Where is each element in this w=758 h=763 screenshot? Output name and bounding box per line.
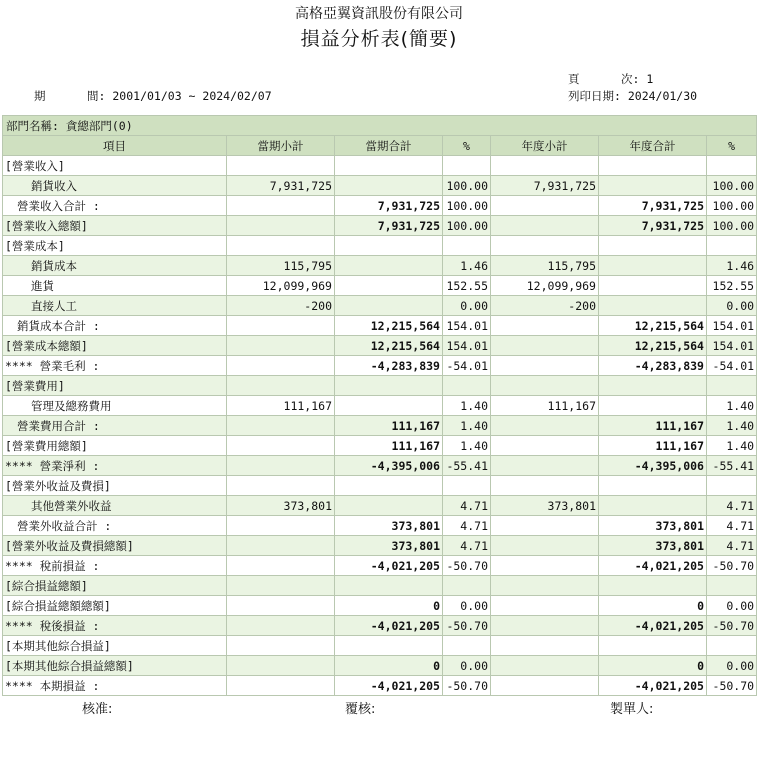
cell-period-percent: -50.70 [443, 556, 491, 576]
cell-period-subtotal [227, 216, 335, 236]
cell-year-total: 111,167 [599, 436, 707, 456]
row-item: **** 稅後損益 : [3, 616, 227, 636]
page-number: 頁 次: 1 [568, 72, 654, 86]
cell-year-total: 0 [599, 596, 707, 616]
cell-period-subtotal [227, 456, 335, 476]
cell-period-subtotal [227, 556, 335, 576]
cell-period-total: 111,167 [335, 436, 443, 456]
cell-period-total: 373,801 [335, 516, 443, 536]
cell-year-total: 373,801 [599, 536, 707, 556]
cell-period-percent [443, 636, 491, 656]
cell-period-subtotal [227, 156, 335, 176]
cell-period-total: -4,395,006 [335, 456, 443, 476]
col-header-year-percent: % [707, 136, 757, 156]
cell-year-percent: 152.55 [707, 276, 757, 296]
cell-period-total [335, 156, 443, 176]
cell-period-percent: 100.00 [443, 196, 491, 216]
cell-year-subtotal [491, 156, 599, 176]
department-name: 部門名稱: 貪總部門(0) [3, 116, 757, 136]
cell-period-percent: -54.01 [443, 356, 491, 376]
cell-period-total: 0 [335, 656, 443, 676]
cell-period-percent [443, 236, 491, 256]
cell-period-subtotal [227, 516, 335, 536]
cell-year-total: -4,283,839 [599, 356, 707, 376]
report-period: 期 間: 2001/01/03 ~ 2024/02/07 [34, 89, 272, 103]
cell-period-subtotal [227, 676, 335, 696]
cell-period-percent: 1.40 [443, 436, 491, 456]
cell-year-percent: 154.01 [707, 316, 757, 336]
cell-period-percent [443, 476, 491, 496]
cell-period-percent: 0.00 [443, 656, 491, 676]
cell-year-percent: -55.41 [707, 456, 757, 476]
cell-period-subtotal: 373,801 [227, 496, 335, 516]
cell-year-percent: 1.46 [707, 256, 757, 276]
cell-year-total [599, 256, 707, 276]
cell-year-total [599, 496, 707, 516]
cell-period-subtotal: 115,795 [227, 256, 335, 276]
cell-year-total [599, 236, 707, 256]
table-row [3, 156, 757, 176]
cell-year-percent [707, 156, 757, 176]
row-item: 進貨 [3, 276, 227, 296]
cell-period-percent: 1.46 [443, 256, 491, 276]
cell-year-total [599, 376, 707, 396]
cell-year-total [599, 176, 707, 196]
cell-period-subtotal [227, 436, 335, 456]
cell-period-subtotal [227, 236, 335, 256]
cell-year-percent: 100.00 [707, 176, 757, 196]
cell-period-subtotal [227, 616, 335, 636]
cell-period-percent [443, 576, 491, 596]
cell-year-subtotal [491, 216, 599, 236]
table-row [3, 436, 757, 456]
table-row [3, 176, 757, 196]
cell-period-subtotal [227, 336, 335, 356]
cell-year-subtotal [491, 356, 599, 376]
row-item: [營業成本總額] [3, 336, 227, 356]
cell-year-total: 373,801 [599, 516, 707, 536]
row-item: [綜合損益總額] [3, 576, 227, 596]
cell-year-subtotal [491, 236, 599, 256]
cell-period-total: 7,931,725 [335, 216, 443, 236]
cell-period-subtotal [227, 376, 335, 396]
cell-year-total: 7,931,725 [599, 196, 707, 216]
table-row [3, 236, 757, 256]
col-header-year-total: 年度合計 [599, 136, 707, 156]
row-item: **** 稅前損益 : [3, 556, 227, 576]
row-item: 管理及總務費用 [3, 396, 227, 416]
row-item: 營業收入合計 : [3, 196, 227, 216]
report-title: 損益分析表(簡要) [300, 28, 458, 50]
table-row [3, 456, 757, 476]
table-row [3, 496, 757, 516]
cell-period-percent: 4.71 [443, 496, 491, 516]
cell-year-percent: 1.40 [707, 416, 757, 436]
cell-year-percent: -50.70 [707, 556, 757, 576]
cell-year-total: -4,021,205 [599, 556, 707, 576]
cell-year-percent: 154.01 [707, 336, 757, 356]
row-item: [營業費用] [3, 376, 227, 396]
col-header-period-total: 當期合計 [335, 136, 443, 156]
cell-year-subtotal [491, 596, 599, 616]
cell-period-subtotal [227, 316, 335, 336]
table-row [3, 416, 757, 436]
cell-period-percent: 1.40 [443, 396, 491, 416]
table-row [3, 536, 757, 556]
cell-period-total: 111,167 [335, 416, 443, 436]
cell-year-subtotal [491, 336, 599, 356]
col-header-period-percent: % [443, 136, 491, 156]
cell-year-total: -4,021,205 [599, 616, 707, 636]
cell-period-total: 12,215,564 [335, 316, 443, 336]
row-item: **** 營業淨利 : [3, 456, 227, 476]
cell-year-subtotal [491, 376, 599, 396]
cell-year-subtotal [491, 636, 599, 656]
cell-period-total [335, 496, 443, 516]
table-row [3, 576, 757, 596]
table-row [3, 476, 757, 496]
cell-year-total: 111,167 [599, 416, 707, 436]
income-statement-table [2, 115, 757, 696]
cell-period-total: 0 [335, 596, 443, 616]
cell-period-percent: 0.00 [443, 296, 491, 316]
cell-period-subtotal: -200 [227, 296, 335, 316]
cell-period-percent: -50.70 [443, 616, 491, 636]
cell-year-percent: 100.00 [707, 216, 757, 236]
table-row [3, 336, 757, 356]
table-row [3, 556, 757, 576]
cell-year-total [599, 156, 707, 176]
cell-period-total [335, 636, 443, 656]
row-item: [本期其他綜合損益總額] [3, 656, 227, 676]
row-item: 直接人工 [3, 296, 227, 316]
table-row [3, 196, 757, 216]
table-row [3, 216, 757, 236]
cell-period-total [335, 476, 443, 496]
cell-year-subtotal: 7,931,725 [491, 176, 599, 196]
cell-year-percent [707, 236, 757, 256]
cell-period-subtotal [227, 416, 335, 436]
cell-year-subtotal [491, 556, 599, 576]
col-header-item: 項目 [3, 136, 227, 156]
table-row [3, 396, 757, 416]
cell-period-percent: -50.70 [443, 676, 491, 696]
cell-period-total [335, 376, 443, 396]
cell-period-percent: 154.01 [443, 336, 491, 356]
cell-period-subtotal [227, 656, 335, 676]
cell-period-subtotal [227, 576, 335, 596]
cell-year-subtotal [491, 536, 599, 556]
row-item: [營業收入總額] [3, 216, 227, 236]
row-item: 營業外收益合計 : [3, 516, 227, 536]
cell-year-percent [707, 576, 757, 596]
cell-period-percent: 100.00 [443, 216, 491, 236]
column-header-row [3, 136, 757, 156]
row-item: **** 營業毛利 : [3, 356, 227, 376]
table-row [3, 256, 757, 276]
table-row [3, 676, 757, 696]
prepared-by-label: 製單人: [610, 702, 654, 717]
row-item: 銷貨成本 [3, 256, 227, 276]
cell-period-subtotal [227, 536, 335, 556]
print-date: 列印日期: 2024/01/30 [568, 89, 698, 103]
cell-period-subtotal [227, 476, 335, 496]
cell-year-percent: 1.40 [707, 396, 757, 416]
cell-period-percent: 154.01 [443, 316, 491, 336]
cell-year-subtotal [491, 676, 599, 696]
cell-year-subtotal [491, 656, 599, 676]
cell-period-percent: 4.71 [443, 516, 491, 536]
cell-period-percent: 4.71 [443, 536, 491, 556]
cell-year-total: 12,215,564 [599, 316, 707, 336]
cell-period-subtotal [227, 356, 335, 376]
cell-year-subtotal [491, 616, 599, 636]
cell-year-subtotal: 12,099,969 [491, 276, 599, 296]
cell-year-percent: -50.70 [707, 616, 757, 636]
cell-period-percent [443, 376, 491, 396]
cell-year-total [599, 296, 707, 316]
row-item: 其他營業外收益 [3, 496, 227, 516]
cell-year-subtotal: 373,801 [491, 496, 599, 516]
cell-year-total [599, 576, 707, 596]
cell-period-total [335, 396, 443, 416]
cell-year-total: 0 [599, 656, 707, 676]
cell-year-subtotal: 111,167 [491, 396, 599, 416]
cell-period-percent [443, 156, 491, 176]
approve-label: 核准: [82, 702, 113, 717]
cell-period-total: -4,283,839 [335, 356, 443, 376]
cell-year-percent: 0.00 [707, 596, 757, 616]
cell-year-subtotal: -200 [491, 296, 599, 316]
cell-year-total: -4,021,205 [599, 676, 707, 696]
cell-year-subtotal: 115,795 [491, 256, 599, 276]
row-item: 營業費用合計 : [3, 416, 227, 436]
cell-period-percent: 0.00 [443, 596, 491, 616]
row-item: 銷貨收入 [3, 176, 227, 196]
row-item: [營業收入] [3, 156, 227, 176]
cell-year-percent: 4.71 [707, 536, 757, 556]
table-row [3, 656, 757, 676]
cell-year-percent [707, 376, 757, 396]
table-row [3, 296, 757, 316]
table-row [3, 616, 757, 636]
cell-period-total [335, 276, 443, 296]
cell-period-subtotal: 111,167 [227, 396, 335, 416]
row-item: [營業費用總額] [3, 436, 227, 456]
cell-year-total: 12,215,564 [599, 336, 707, 356]
table-row [3, 356, 757, 376]
cell-period-percent: -55.41 [443, 456, 491, 476]
table-row [3, 316, 757, 336]
department-row [3, 116, 757, 136]
cell-year-percent: 0.00 [707, 296, 757, 316]
cell-period-total: 7,931,725 [335, 196, 443, 216]
table-row [3, 276, 757, 296]
review-label: 覆核: [345, 702, 376, 717]
cell-period-total: 12,215,564 [335, 336, 443, 356]
cell-year-total [599, 396, 707, 416]
cell-year-subtotal [491, 416, 599, 436]
cell-year-percent [707, 476, 757, 496]
cell-period-percent: 152.55 [443, 276, 491, 296]
cell-period-percent: 1.40 [443, 416, 491, 436]
cell-period-total: -4,021,205 [335, 616, 443, 636]
cell-period-subtotal: 12,099,969 [227, 276, 335, 296]
cell-period-total: 373,801 [335, 536, 443, 556]
cell-year-subtotal [491, 316, 599, 336]
row-item: 銷貨成本合計 : [3, 316, 227, 336]
cell-year-percent: -54.01 [707, 356, 757, 376]
table-row [3, 516, 757, 536]
cell-period-subtotal [227, 596, 335, 616]
cell-period-total [335, 256, 443, 276]
cell-year-total [599, 636, 707, 656]
cell-year-subtotal [491, 436, 599, 456]
table-row [3, 636, 757, 656]
cell-period-total [335, 576, 443, 596]
cell-year-percent: 4.71 [707, 496, 757, 516]
row-item: [本期其他綜合損益] [3, 636, 227, 656]
cell-period-subtotal [227, 196, 335, 216]
cell-year-subtotal [491, 576, 599, 596]
cell-period-subtotal: 7,931,725 [227, 176, 335, 196]
cell-year-total [599, 476, 707, 496]
row-item: **** 本期損益 : [3, 676, 227, 696]
cell-period-percent: 100.00 [443, 176, 491, 196]
cell-period-total [335, 236, 443, 256]
row-item: [營業外收益及費損] [3, 476, 227, 496]
table-row [3, 596, 757, 616]
cell-period-total: -4,021,205 [335, 556, 443, 576]
table-row [3, 376, 757, 396]
row-item: [營業外收益及費損總額] [3, 536, 227, 556]
cell-year-total: 7,931,725 [599, 216, 707, 236]
row-item: [營業成本] [3, 236, 227, 256]
cell-period-subtotal [227, 636, 335, 656]
cell-period-total [335, 176, 443, 196]
col-header-period-subtotal: 當期小計 [227, 136, 335, 156]
cell-year-percent: 100.00 [707, 196, 757, 216]
cell-year-total [599, 276, 707, 296]
cell-year-total: -4,395,006 [599, 456, 707, 476]
cell-year-percent: 1.40 [707, 436, 757, 456]
cell-year-subtotal [491, 196, 599, 216]
cell-year-percent [707, 636, 757, 656]
cell-period-total: -4,021,205 [335, 676, 443, 696]
cell-year-subtotal [491, 456, 599, 476]
cell-year-percent: 4.71 [707, 516, 757, 536]
col-header-year-subtotal: 年度小計 [491, 136, 599, 156]
cell-year-subtotal [491, 476, 599, 496]
company-name: 高格亞翼資訊股份有限公司 [295, 6, 463, 22]
cell-year-percent: 0.00 [707, 656, 757, 676]
cell-year-subtotal [491, 516, 599, 536]
row-item: [綜合損益總額總額] [3, 596, 227, 616]
cell-period-total [335, 296, 443, 316]
cell-year-percent: -50.70 [707, 676, 757, 696]
